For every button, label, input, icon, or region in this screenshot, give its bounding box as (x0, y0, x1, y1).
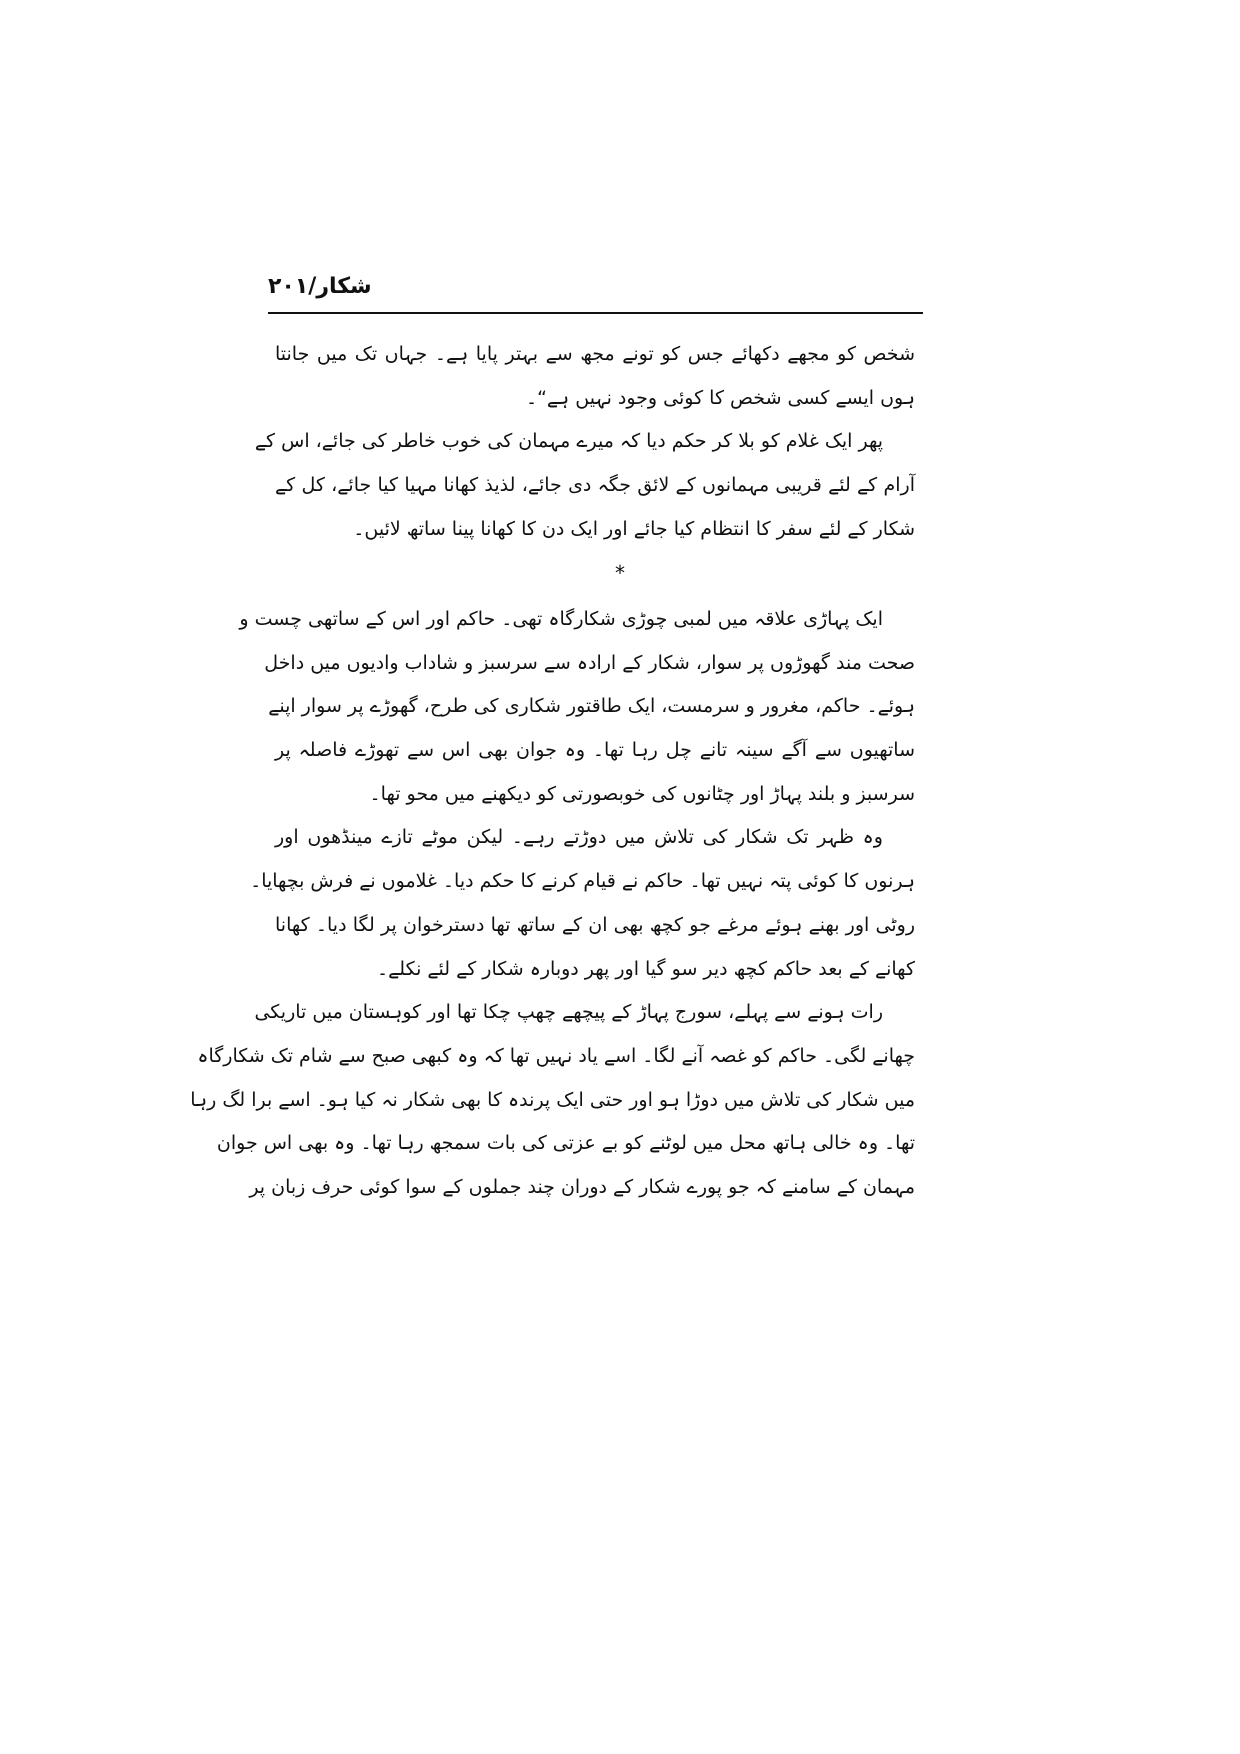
text-line: روٹی اور بھنے ہوئے مرغے جو کچھ بھی ان کے ساتھ تھا دسترخوان پر لگا دیا۔ کھانا (275, 913, 915, 936)
text-line: وہ ظہر تک شکار کی تلاش میں دوڑتے رہے۔ لیکن موٹے تازے مینڈھوں اور (275, 826, 883, 849)
text-line: شخص کو مجھے دکھائے جس کو تونے مجھ سے بہتر پایا ہے۔ جہاں تک میں جانتا (275, 343, 915, 365)
text-line: ہوئے۔ حاکم، مغرور و سرمست، ایک طاقتور شکاری کی طرح، گھوڑے پر سوار اپنے (268, 695, 915, 718)
text-line: ساتھیوں سے آگے سینہ تانے چل رہا تھا۔ وہ جوان بھی اس سے تھوڑے فاصلہ پر (275, 739, 915, 762)
text-line: کھانے کے بعد حاکم کچھ دیر سو گیا اور پھر دوبارہ شکار کے لئے نکلے۔ (377, 957, 915, 980)
text-line: تھا۔ وہ خالی ہاتھ محل میں لوٹنے کو بے عزتی کی بات سمجھ رہا تھا۔ وہ بھی اس جوان (216, 1132, 915, 1155)
text-line: سرسبز و بلند پہاڑ اور چٹانوں کی خوبصورتی کو دیکھنے میں محو تھا۔ (369, 782, 915, 805)
text-line: آرام کے لئے قریبی مہمانوں کے لائق جگہ دی جائے، لذیذ کھانا مہیا کیا جائے، کل کے (275, 474, 915, 497)
text-line: پھر ایک غلام کو بلا کر حکم دیا کہ میرے مہمان کی خوب خاطر کی جائے، اس کے (254, 430, 883, 453)
text-line: ایک پہاڑی علاقہ میں لمبی چوڑی شکارگاہ تھی۔ حاکم اور اس کے ساتھی چست و (239, 608, 883, 630)
running-header (268, 272, 923, 314)
text-line: صحت مند گھوڑوں پر سوار، شکار کے ارادہ سے سرسبز و شاداب وادیوں میں داخل (264, 651, 915, 674)
text-line: رات ہونے سے پہلے، سورج پہاڑ کے پیچھے چھپ چکا تھا اور کوہستان میں تاریکی (254, 1001, 883, 1024)
text-section-2 (190, 598, 915, 1210)
text-line: چھانے لگی۔ حاکم کو غصہ آنے لگا۔ اسے یاد نہیں تھا کہ وہ کبھی صبح سے شام تک شکارگاہ (197, 1044, 915, 1067)
text-line: ہرنوں کا کوئی پتہ نہیں تھا۔ حاکم نے قیام کرنے کا حکم دیا۔ غلاموں نے فرش بچھایا۔ (250, 870, 915, 893)
text-line: ہوں ایسے کسی شخص کا کوئی وجود نہیں ہے“۔ (525, 386, 915, 409)
text-line: شکار کے لئے سفر کا انتظام کیا جائے اور ایک دن کا کھانا پینا ساتھ لائیں۔ (353, 517, 915, 540)
text-section-1 (254, 333, 915, 551)
text-line: میں شکار کی تلاش میں دوڑا ہو اور حتی ایک پرندہ کا بھی شکار نہ کیا ہو۔ اسے برا لگ رہا (190, 1088, 915, 1111)
running-title: شکار/۲۰۱ (268, 274, 372, 299)
text-line: مہمان کے سامنے کہ جو پورے شکار کے دوران چند جملوں کے سوا کوئی حرف زبان پر (249, 1175, 915, 1198)
section-separator: * (615, 561, 625, 585)
